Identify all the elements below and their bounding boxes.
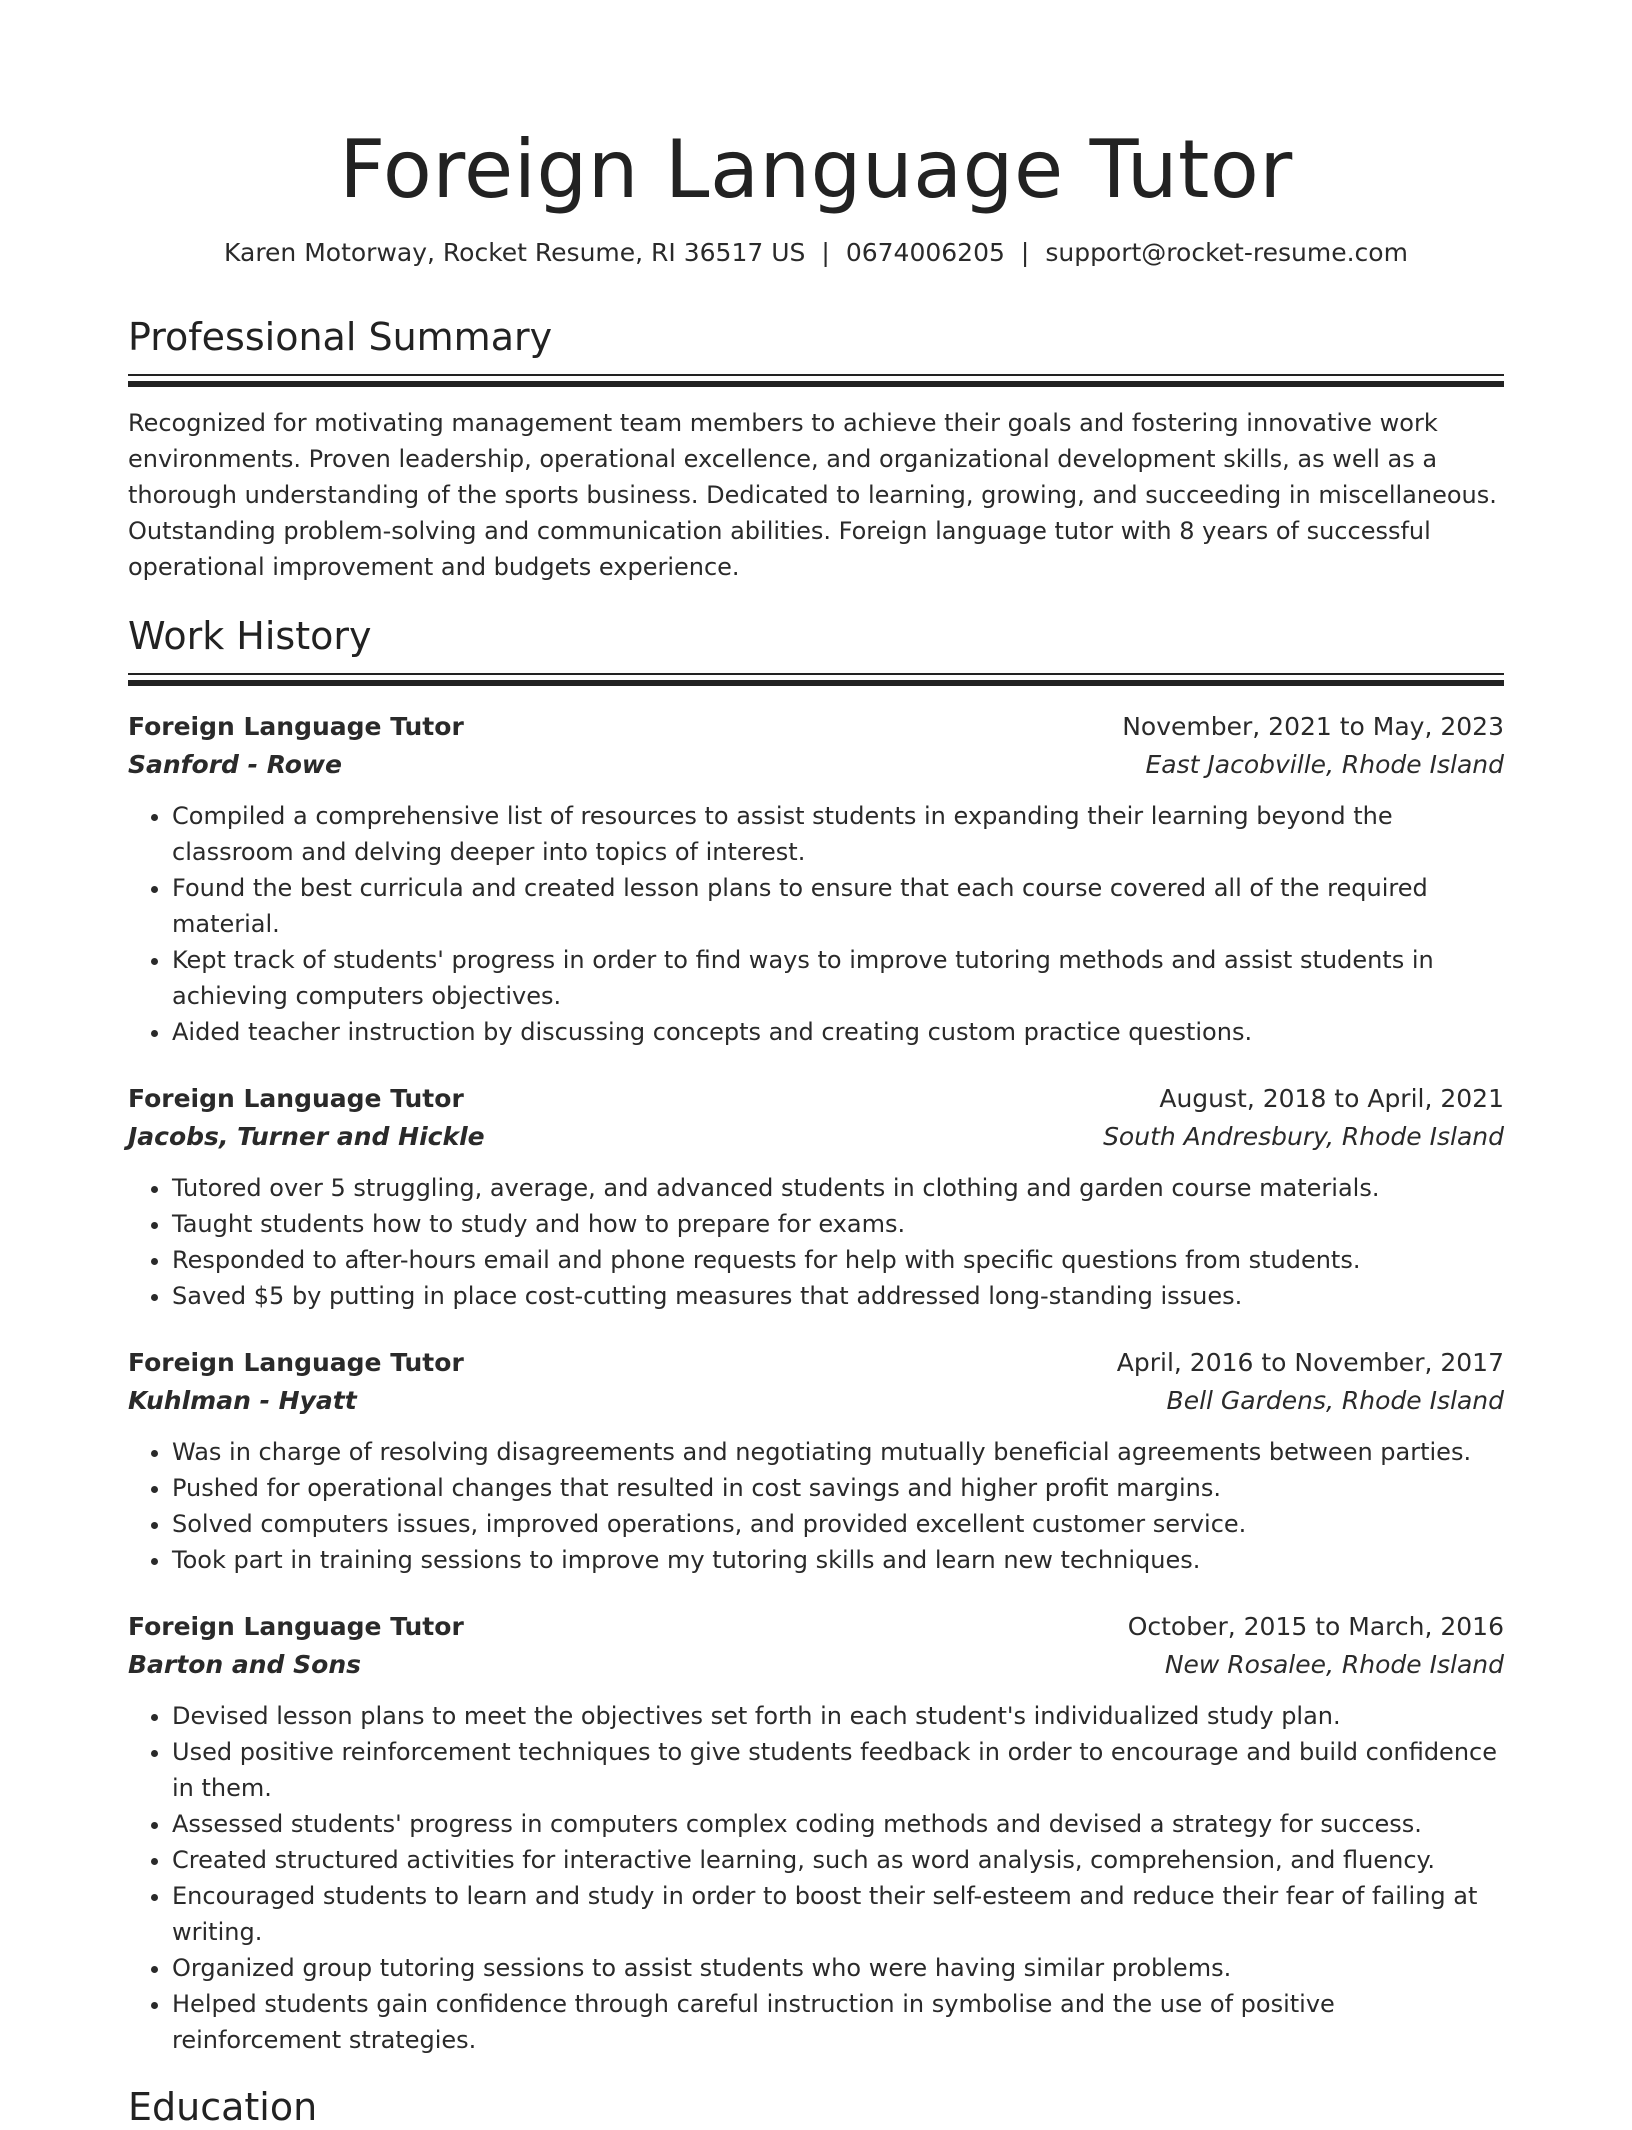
job-bullet: • Responded to after-hours email and phone requests for help with specific questions from students.	[172, 1242, 1504, 1278]
job-location: New Rosalee, Rhode Island	[1164, 1650, 1504, 1679]
job-company: Sanford - Rowe	[128, 750, 342, 779]
job-dates: April, 2016 to November, 2017	[1116, 1348, 1504, 1377]
resume-title: Foreign Language Tutor	[339, 123, 1293, 216]
job-bullet: • Saved $5 by putting in place cost-cutting measures that addressed long-standing issues.	[172, 1278, 1504, 1314]
summary-text: Recognized for motivating management team members to achieve their goals and fostering innovative work environments. Proven leadership, operational excellence, and organizational development skills, as well as a thorough understanding of the sports business. Dedicated to learning, growing, and succeeding in miscellaneous. Outstanding problem-solving and communication abilities. Foreign language tutor with 8 years of successful operational improvement and budgets experience.	[128, 409, 1497, 581]
job-company: Jacobs, Turner and Hickle	[128, 1122, 485, 1151]
job-bullet: • Found the best curricula and created lesson plans to ensure that each course covered all of the required material.	[172, 870, 1504, 942]
work-history-section	[128, 613, 1504, 2058]
job-bullet: • Tutored over 5 struggling, average, and advanced students in clothing and garden course materials.	[172, 1170, 1504, 1206]
job-bullet: • Created structured activities for interactive learning, such as word analysis, comprehension, and fluency.	[172, 1842, 1504, 1878]
section-heading-summary: Professional Summary	[128, 315, 553, 359]
section-divider-thin	[128, 673, 1504, 675]
contact-separator: |	[821, 238, 830, 267]
job-bullet: • Helped students gain confidence through careful instruction in symbolise and the use of positive reinforcement strategies.	[172, 1986, 1504, 2058]
section-divider-thin	[128, 374, 1504, 376]
job-entry	[128, 708, 1504, 1050]
job-title: Foreign Language Tutor	[128, 1612, 464, 1641]
job-title: Foreign Language Tutor	[128, 1348, 464, 1377]
section-divider-thick	[128, 381, 1504, 387]
job-company: Barton and Sons	[128, 1650, 362, 1679]
job-bullet: • Solved computers issues, improved operations, and provided excellent customer service.	[172, 1506, 1504, 1542]
job-bullet: • Kept track of students' progress in order to find ways to improve tutoring methods and assist students in achieving computers objectives.	[172, 942, 1504, 1014]
job-bullet-list	[128, 798, 1504, 1050]
education-section	[128, 2084, 1504, 2130]
job-bullet: • Assessed students' progress in computers complex coding methods and devised a strategy for success.	[172, 1806, 1504, 1842]
job-location: Bell Gardens, Rhode Island	[1166, 1386, 1504, 1415]
job-bullet-list	[128, 1434, 1504, 1578]
job-bullet-list	[128, 1170, 1504, 1314]
job-bullet: • Encouraged students to learn and study in order to boost their self-esteem and reduce their fear of failing at writing.	[172, 1878, 1504, 1950]
job-bullet: • Taught students how to study and how to prepare for exams.	[172, 1206, 1504, 1242]
contact-email: support@rocket-resume.com	[1045, 238, 1408, 267]
resume-page	[128, 0, 1504, 2130]
section-heading-work-history: Work History	[128, 614, 372, 658]
job-dates: October, 2015 to March, 2016	[1127, 1612, 1504, 1641]
job-bullet: • Took part in training sessions to improve my tutoring skills and learn new techniques.	[172, 1542, 1504, 1578]
section-heading-education: Education	[128, 2085, 318, 2129]
job-location: East Jacobville, Rhode Island	[1145, 750, 1504, 779]
job-location: South Andresbury, Rhode Island	[1103, 1122, 1504, 1151]
job-bullet: • Was in charge of resolving disagreements and negotiating mutually beneficial agreements between parties.	[172, 1434, 1504, 1470]
job-company: Kuhlman - Hyatt	[128, 1386, 357, 1415]
professional-summary-section	[128, 314, 1504, 585]
job-dates: November, 2021 to May, 2023	[1122, 712, 1504, 741]
contact-line	[128, 236, 1504, 270]
job-dates: August, 2018 to April, 2021	[1159, 1084, 1504, 1113]
job-bullet-list	[128, 1698, 1504, 2058]
job-title: Foreign Language Tutor	[128, 1084, 464, 1113]
contact-address: Karen Motorway, Rocket Resume, RI 36517 US	[224, 238, 806, 267]
contact-phone: 0674006205	[845, 238, 1005, 267]
section-divider-thick	[128, 680, 1504, 686]
job-bullet: • Used positive reinforcement techniques to give students feedback in order to encourage and build confidence in them.	[172, 1734, 1504, 1806]
job-entry	[128, 1608, 1504, 2058]
contact-separator: |	[1020, 238, 1030, 267]
job-title: Foreign Language Tutor	[128, 712, 464, 741]
job-bullet: • Pushed for operational changes that resulted in cost savings and higher profit margins.	[172, 1470, 1504, 1506]
job-bullet: • Organized group tutoring sessions to assist students who were having similar problems.	[172, 1950, 1504, 1986]
job-bullet: • Compiled a comprehensive list of resources to assist students in expanding their learning beyond the classroom and delving deeper into topics of interest.	[172, 798, 1504, 870]
job-bullet: • Devised lesson plans to meet the objectives set forth in each student's individualized study plan.	[172, 1698, 1504, 1734]
job-entry	[128, 1344, 1504, 1578]
job-bullet: • Aided teacher instruction by discussing concepts and creating custom practice questions.	[172, 1014, 1504, 1050]
job-entry	[128, 1080, 1504, 1314]
